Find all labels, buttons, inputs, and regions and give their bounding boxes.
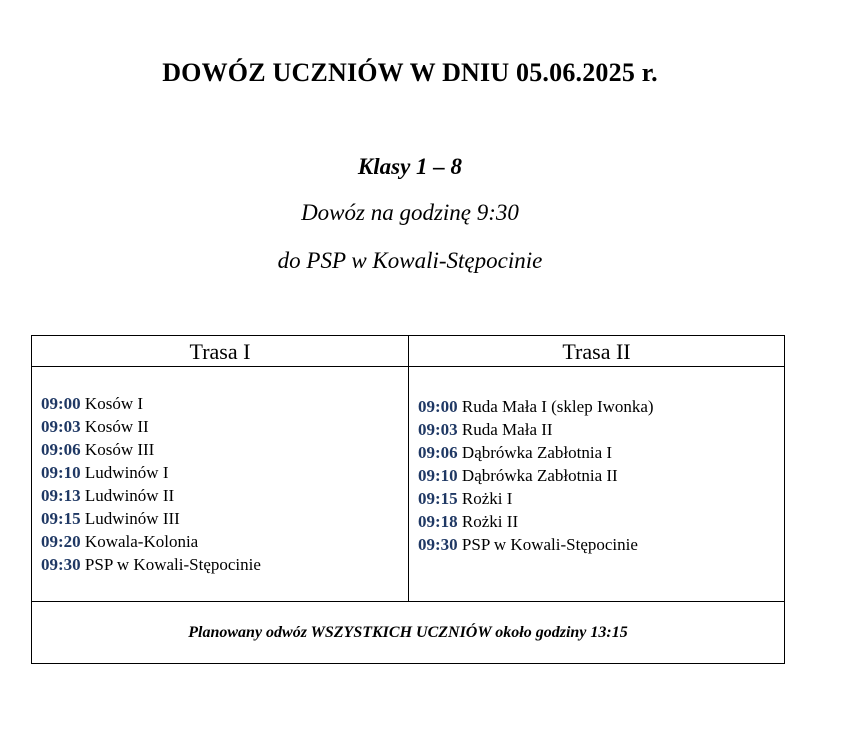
route-2-stop-list <box>418 395 654 556</box>
stop-place: Rożki II <box>461 512 519 531</box>
stop-row <box>418 464 654 487</box>
stop-place: Ludwinów III <box>84 509 180 528</box>
stop-place: PSP w Kowali-Stępocinie <box>461 535 638 554</box>
stop-row <box>418 395 654 418</box>
stop-place: Kosów III <box>84 440 155 459</box>
route-1-stop-list <box>41 392 261 576</box>
stop-time: 09:03 <box>41 417 81 436</box>
stop-row <box>418 487 654 510</box>
stop-time: 09:20 <box>41 532 81 551</box>
stop-row <box>41 415 261 438</box>
stop-time: 09:00 <box>418 397 458 416</box>
stop-row <box>418 418 654 441</box>
stop-row <box>41 484 261 507</box>
stop-place: Rożki I <box>461 489 513 508</box>
route-2-cell <box>409 367 784 602</box>
stop-time: 09:30 <box>41 555 81 574</box>
stop-time: 09:10 <box>418 466 458 485</box>
stop-row <box>41 553 261 576</box>
return-trip-note: Planowany odwóz WSZYSTKICH UCZNIÓW około godziny 13:15 <box>188 624 628 641</box>
stop-time: 09:15 <box>418 489 458 508</box>
stop-place: Ludwinów II <box>84 486 175 505</box>
route-1-header: Trasa I <box>32 336 409 367</box>
page-title: DOWÓZ UCZNIÓW W DNIU 05.06.2025 r. <box>162 58 658 87</box>
stop-time: 09:18 <box>418 512 458 531</box>
stop-place: Dąbrówka Zabłotnia I <box>461 443 613 462</box>
stop-place: Ruda Mała I (sklep Iwonka) <box>461 397 654 416</box>
stop-row <box>418 533 654 556</box>
stop-place: Kosów I <box>84 394 144 413</box>
stop-row <box>41 461 261 484</box>
stop-time: 09:10 <box>41 463 81 482</box>
stop-time: 09:00 <box>41 394 81 413</box>
classes-heading: Klasy 1 – 8 <box>357 154 463 179</box>
stop-row <box>41 392 261 415</box>
stop-place: PSP w Kowali-Stępocinie <box>84 555 261 574</box>
schedule-table <box>31 335 785 664</box>
stop-place: Dąbrówka Zabłotnia II <box>461 466 618 485</box>
destination-line: do PSP w Kowali-Stępocinie <box>277 248 543 273</box>
stop-row <box>41 530 261 553</box>
route-1-cell <box>32 367 409 602</box>
stop-time: 09:03 <box>418 420 458 439</box>
stop-place: Kosów II <box>84 417 149 436</box>
stop-row <box>41 507 261 530</box>
stop-time: 09:15 <box>41 509 81 528</box>
stop-time: 09:06 <box>418 443 458 462</box>
stop-row <box>41 438 261 461</box>
stop-time: 09:13 <box>41 486 81 505</box>
stop-row <box>418 441 654 464</box>
stop-time: 09:30 <box>418 535 458 554</box>
stop-row <box>418 510 654 533</box>
stop-place: Ludwinów I <box>84 463 169 482</box>
stop-time: 09:06 <box>41 440 81 459</box>
arrival-time-line: Dowóz na godzinę 9:30 <box>301 200 519 225</box>
stop-place: Kowala-Kolonia <box>84 532 199 551</box>
route-2-header: Trasa II <box>409 336 784 367</box>
stop-place: Ruda Mała II <box>461 420 553 439</box>
